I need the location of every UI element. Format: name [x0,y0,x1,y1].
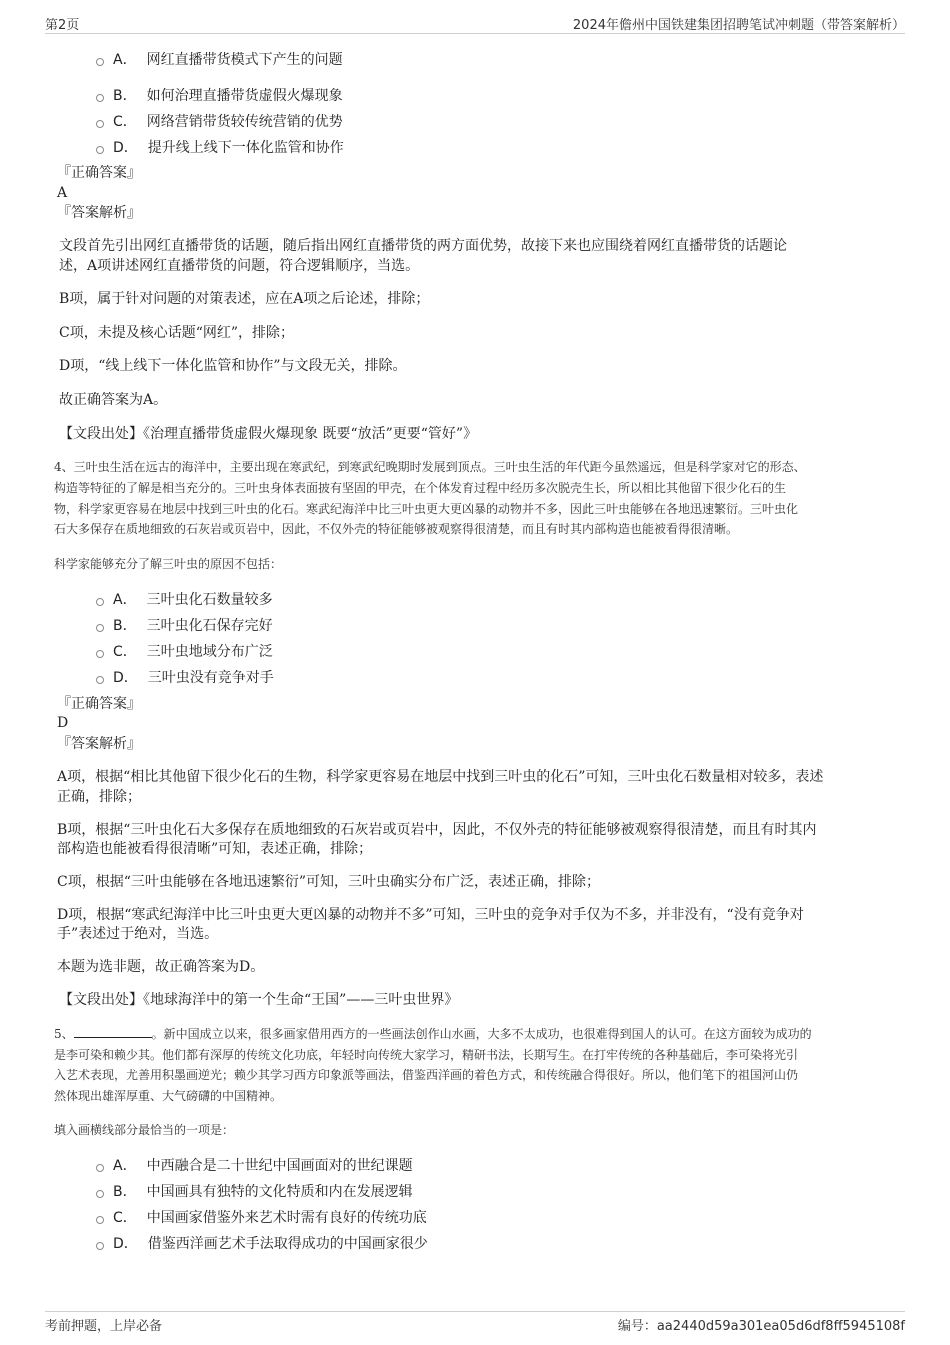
option-letter: A． [113,52,137,68]
radio-button[interactable] [96,624,104,632]
option-letter: A． [113,1158,137,1174]
radio-button[interactable] [96,146,104,154]
fill-in-blank [74,1025,152,1038]
analysis-line: 正确，排除； [57,789,141,805]
option-text: 如何治理直播带货虚假火爆现象 [146,88,343,104]
radio-button[interactable] [96,1190,104,1198]
question-stem: 填入画横线部分最恰当的一项是： [54,1123,235,1137]
passage-line [54,1025,812,1044]
analysis-line: 部构造也能被看得很清晰”可知，表述正确，排除； [57,841,373,857]
document-code [618,1315,905,1334]
option-letter: A． [113,592,137,608]
radio-button[interactable] [96,1164,104,1172]
option-letter: B． [113,618,137,634]
passage-line: 构造等特征的了解是相当充分的。三叶虫身体表面披有坚固的甲壳，在个体发育过程中经历多次脱壳生长，所以相比其他留下很少化石的生 [54,481,787,495]
q3-option-a[interactable] [96,48,343,70]
option-letter: C． [113,1210,137,1226]
analysis-line: 本题为选非题，故正确答案为D。 [57,959,265,975]
option-text: 中西融合是二十世纪中国画面对的世纪课题 [146,1158,413,1174]
analysis-line: D项，根据“寒武纪海洋中比三叶虫更大更凶暴的动物并不多”可知，三叶虫的竞争对手仅为不多，并非没有，“没有竞争对 [57,907,804,923]
analysis-line: 故正确答案为A。 [59,392,168,408]
q5-option-a[interactable] [96,1154,413,1176]
option-letter: D． [113,1236,138,1252]
q4-option-d[interactable] [96,666,274,688]
option-text: 三叶虫化石数量较多 [146,592,273,608]
page-number: 第2页 [45,18,80,33]
source-citation: 【文段出处】《地球海洋中的第一个生命“王国”——三叶虫世界》 [59,992,459,1008]
option-letter: C． [113,644,137,660]
correct-answer-label: 『正确答案』 [57,696,141,712]
option-letter: D． [113,670,138,686]
analysis-line: D项，“线上线下一体化监管和协作”与文段无关，排除。 [59,358,407,374]
passage-line: 物，科学家更容易在地层中找到三叶虫的化石。寒武纪海洋中比三叶虫更大更凶暴的动物并不多，因此三叶虫能够在各地迅速繁衍。三叶虫化 [54,502,799,516]
radio-button[interactable] [96,650,104,658]
option-text: 三叶虫没有竞争对手 [147,670,274,686]
analysis-line: 手”表述过于绝对，当选。 [57,926,219,942]
analysis-label: 『答案解析』 [57,205,141,221]
option-letter: D． [113,140,138,156]
option-text: 三叶虫地域分布广泛 [146,644,273,660]
q3-option-d[interactable] [96,136,344,158]
source-citation: 【文段出处】《治理直播带货虚假火爆现象 既要“放活”更要“管好”》 [59,426,478,442]
radio-button[interactable] [96,598,104,606]
analysis-line: B项，根据“三叶虫化石大多保存在质地细致的石灰岩或页岩中，因此，不仅外壳的特征能够被观察得很清楚，而且有时其内 [57,822,817,838]
option-text: 网红直播带货模式下产生的问题 [146,52,343,68]
analysis-line: 文段首先引出网红直播带货的话题，随后指出网红直播带货的两方面优势，故接下来也应围绕着网红直播带货的话题论 [59,238,787,254]
question-stem: 科学家能够充分了解三叶虫的原因不包括： [54,557,283,571]
option-text: 中国画具有独特的文化特质和内在发展逻辑 [146,1184,413,1200]
code-value: aa2440d59a301ea05d6df8ff5945108f [656,1319,905,1334]
radio-button[interactable] [96,1216,104,1224]
option-letter: B． [113,1184,137,1200]
passage-line: 然体现出雄浑厚重、大气磅礴的中国精神。 [54,1089,283,1103]
correct-answer: A [57,185,68,201]
analysis-line: B项，属于针对问题的对策表述，应在A项之后论述，排除； [59,291,430,307]
radio-button[interactable] [96,676,104,684]
q4-option-a[interactable] [96,588,273,610]
radio-button[interactable] [96,94,104,102]
passage-line: 入艺术表现，尤善用积墨画逆光；赖少其学习西方印象派等画法，借鉴西洋画的着色方式，和传统融合得很好。所以，他们笔下的祖国河山仍 [54,1068,799,1082]
code-label: 编号： [617,1319,657,1334]
footer-slogan: 考前押题，上岸必备 [45,1319,163,1334]
q5-option-b[interactable] [96,1180,413,1202]
passage-text: 。新中国成立以来，很多画家借用西方的一些画法创作山水画，大多不太成功，也很难得到国人的认可。在这方面较为成功的 [151,1027,812,1041]
radio-button[interactable] [96,58,104,66]
analysis-line: A项，根据“相比其他留下很少化石的生物，科学家更容易在地层中找到三叶虫的化石”可知，三叶虫化石数量相对较多，表述 [57,769,824,785]
q4-option-b[interactable] [96,614,273,636]
radio-button[interactable] [96,1242,104,1250]
document-title: 2024年儋州中国铁建集团招聘笔试冲刺题（带答案解析） [572,18,905,33]
q5-option-d[interactable] [96,1232,428,1254]
analysis-line: 述，A项讲述网红直播带货的问题，符合逻辑顺序，当选。 [59,258,420,274]
correct-answer: D [57,715,69,731]
analysis-label: 『答案解析』 [57,736,141,752]
footer-rule [45,1311,905,1312]
passage-line: 4、三叶虫生活在远古的海洋中，主要出现在寒武纪，到寒武纪晚期时发展到顶点。三叶虫生活的年代距今虽然遥远，但是科学家对它的形态、 [54,460,806,474]
option-text: 中国画家借鉴外来艺术时需有良好的传统功底 [146,1210,427,1226]
q5-option-c[interactable] [96,1206,427,1228]
option-text: 借鉴西洋画艺术手法取得成功的中国画家很少 [147,1236,428,1252]
correct-answer-label: 『正确答案』 [57,165,141,181]
analysis-line: C项，根据“三叶虫能够在各地迅速繁衍”可知，三叶虫确实分布广泛，表述正确，排除； [57,874,601,890]
passage-line: 石大多保存在质地细致的石灰岩或页岩中，因此，不仅外壳的特征能够被观察得很清楚，而且有时其内部构造也能被看得很清晰。 [54,522,739,536]
header-rule [45,33,905,34]
q3-option-b[interactable] [96,84,343,106]
analysis-line: C项，未提及核心话题“网红”，排除； [59,325,295,341]
q4-option-c[interactable] [96,640,273,662]
option-text: 网络营销带货较传统营销的优势 [146,114,343,130]
option-text: 提升线上线下一体化监管和协作 [147,140,344,156]
radio-button[interactable] [96,120,104,128]
question-number: 5、 [54,1027,74,1041]
option-letter: B． [113,88,137,104]
passage-line: 是李可染和赖少其。他们都有深厚的传统文化功底，年轻时向传统大家学习，精研书法，长期写生。在打牢传统的各种基础后，李可染将光引 [54,1048,799,1062]
q3-option-c[interactable] [96,110,343,132]
option-text: 三叶虫化石保存完好 [146,618,273,634]
option-letter: C． [113,114,137,130]
